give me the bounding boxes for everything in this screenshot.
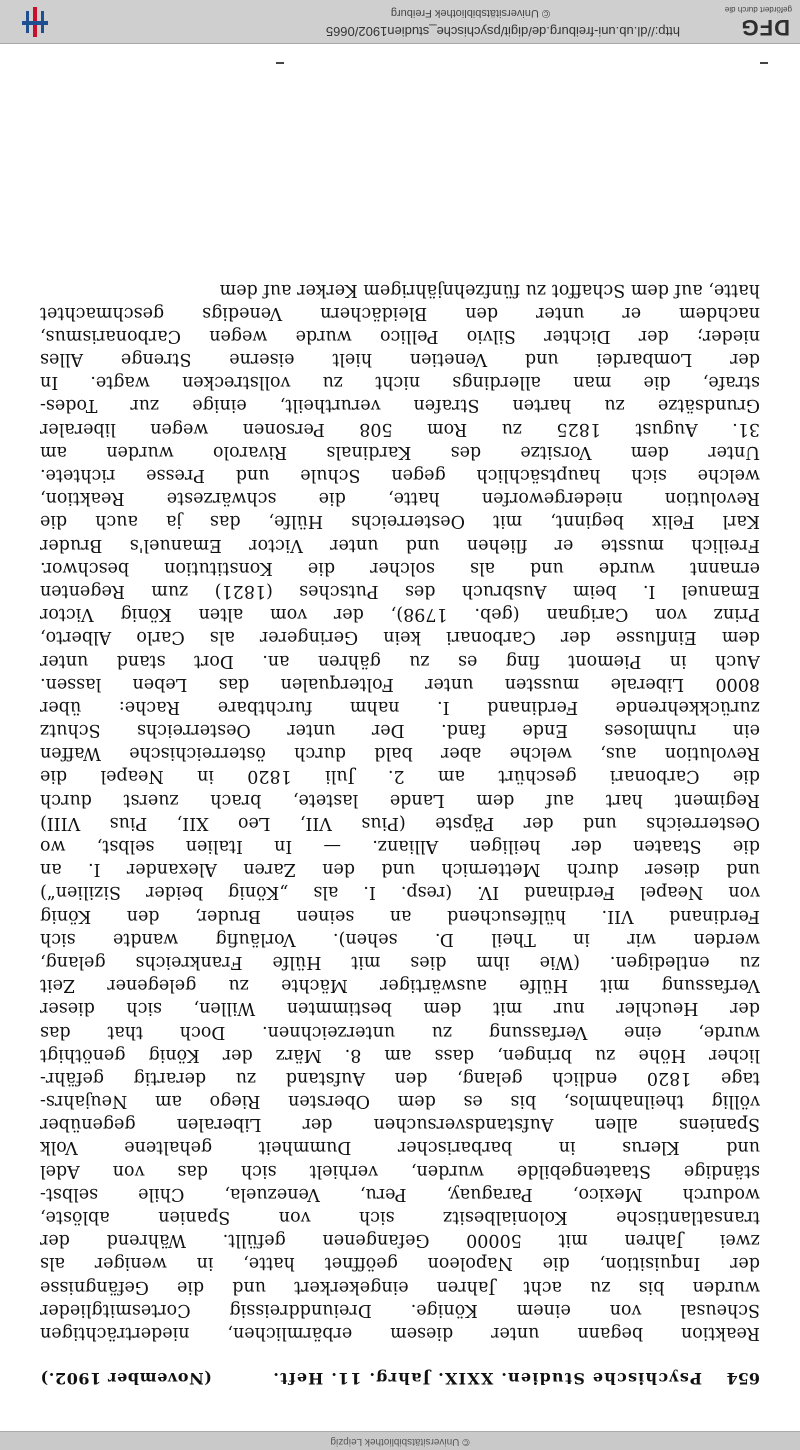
text-line: Freilich musste er fliehen und unter Victor Emanuel's Bruder — [40, 534, 760, 555]
text-line: dem Einflusse der Carbonari kein Geringerer als Carlo Alberto, — [40, 627, 760, 648]
text-line: Reaktion begann unter diesem erbärmlichen, niederträchtigen — [40, 1323, 760, 1343]
text-line: Regiment hart auf dem Lande lastete, brach zuerst durch — [40, 789, 760, 810]
text-line: Revolution aus, welche aber bald durch österreichische Waffen — [40, 743, 760, 764]
body-text — [40, 277, 760, 1344]
scan-mark — [276, 62, 284, 64]
text-line: Auch in Piemont fing es zu gähren an. Dort stand unter — [40, 650, 760, 671]
text-line: von Neapel Ferdinand IV. (resp. I. als „König beider Sizilien“) — [40, 882, 760, 903]
text-line: die Staaten der heiligen Allianz. — In Italien selbst, wo — [40, 836, 760, 857]
text-line: Verfassung mit Hülfe auswärtiger Mächte zu gelegener Zeit — [40, 975, 760, 996]
text-line: Grundsätze zu harten Strafen verurtheilt, einige zur Todes- — [40, 395, 760, 416]
text-line: wodurch Mexico, Paraguay, Peru, Venezuela, Chile selbst- — [40, 1183, 760, 1204]
text-line: Oesterreichs und der Päpste (Pius VII, Leo XII, Pius VIII) — [40, 812, 760, 833]
leipzig-credit: © Universitätsbibliothek Leipzig — [330, 1436, 470, 1447]
dfg-tagline: gefördert durch die — [724, 5, 792, 14]
text-line: welche sich hauptsächlich gegen Schule und Presse richtete. — [40, 465, 760, 486]
freiburg-copyright: © Universitätsbibliothek Freiburg — [390, 7, 550, 19]
journal-running-head: Psychische Studien. XXIX. Jahrg. 11. Heft. — [272, 1369, 702, 1388]
text-line: der Lombardei und Venetien hielt eiserne Strenge Alles — [40, 349, 760, 370]
scan-mark — [760, 62, 768, 64]
cross-logo-icon — [22, 7, 48, 37]
text-line: ständige Staatengebilde wurden, verhielt sich das von Adel — [40, 1160, 760, 1181]
text-line: die Carbonari geschürt am 2. Juli 1820 in Neapel die — [40, 766, 760, 787]
text-line: und Klerus in barbarischer Dummheit gehaltene Volk — [40, 1137, 760, 1158]
text-line: strafe, die man allerdings nicht zu vollstrecken wagte. In — [40, 372, 760, 393]
text-line: wurde, eine Verfassung zu unterzeichnen. Doch that das — [40, 1021, 760, 1042]
text-line: zwei Jahren mit 50000 Gefangenen gefüllt. Während der — [40, 1230, 760, 1251]
text-line: ein ruhmloses Ende fand. Der unter Oesterreichs Schutz — [40, 720, 760, 741]
running-header — [40, 1358, 760, 1388]
viewer-header-bar — [0, 0, 800, 44]
dfg-logo-text: DFG — [740, 15, 790, 40]
text-line: nieder; der Dichter Silvio Pellico wurde wegen Carbonarismus, — [40, 325, 760, 346]
text-line: ernannt wurde und als solcher die Konstitution beschwor. — [40, 557, 760, 578]
text-line: wurden bis zu acht Jahren eingekerkert und die Gefängnisse — [40, 1276, 760, 1297]
text-line: und dieser durch Metternich und den Zaren Alexander I. an — [40, 859, 760, 880]
text-line: Karl Felix beginnt, mit Oesterreichs Hülfe, das ja auch die — [40, 511, 760, 532]
text-line: 8000 Liberale mussten unter Folterqualen das Leben lassen. — [40, 673, 760, 694]
text-line: transatlantische Kolonialbesitz sich von Spanien ablöste, — [40, 1207, 760, 1228]
text-line: völlig theilnahmlos, bis es dem Obersten Riego am Neujahrs- — [40, 1091, 760, 1112]
viewer-bottom-strip — [0, 1431, 800, 1450]
document-url-link[interactable]: http://dl.ub.uni-freiburg.de/digit/psychische_studien1902/0665 — [325, 24, 680, 39]
text-line: Spaniens allen Aufstandsversuchen der Liberalen gegenüber — [40, 1114, 760, 1135]
text-line: Ferdinand VII. hülfesuchend an seinen Bruder, den König — [40, 905, 760, 926]
text-line: licher Höhe zu bringen, dass am 8. März der König genöthigt — [40, 1044, 760, 1065]
dfg-logo — [724, 2, 792, 40]
text-line: hatte, auf dem Schaffot zu fünfzehnjährigem Kerker auf dem — [219, 279, 760, 300]
text-line: der Heuchler nur mit dem bestimmten Willen, sich dieser — [40, 998, 760, 1019]
text-line: Scheusal von einem Könige. Dreiunddreissig Cortesmitglieder — [40, 1299, 760, 1320]
text-line: 31. August 1825 zu Rom 508 Personen wegen liberaler — [40, 418, 760, 439]
issue-date: (November 1902.) — [40, 1369, 212, 1388]
text-line: tage 1820 endlich gelang, den Aufstand zu derartig gefähr- — [40, 1067, 760, 1088]
text-line: der Inquisition, die Napoleon geöffnet hatte, in weniger als — [40, 1253, 760, 1274]
text-line: zurückkehrende Ferdinand I. nahm furchtbare Rache: über — [40, 696, 760, 717]
text-line: Revolution niedergeworfen hatte, die schwärzeste Reaktion, — [40, 488, 760, 509]
text-line: zu entledigen. (Wie ihm dies mit Hülfe Frankreichs gelang, — [40, 952, 760, 972]
text-line: Emanuel I. beim Ausbruch des Putsches (1821) zum Regenten — [40, 581, 760, 601]
text-line: Unter dem Vorsitze des Kardinals Rivarolo wurden am — [40, 441, 760, 462]
text-line: Prinz von Carignan (geb. 1798), der vom alten König Victor — [40, 604, 760, 625]
text-line: nachdem er unter den Bleidächern Venedigs geschmachtet — [40, 302, 760, 323]
page-number: 654 — [726, 1369, 760, 1388]
text-line: werden wir in Theil D. sehen). Vorläufig wandte sich — [40, 928, 760, 949]
